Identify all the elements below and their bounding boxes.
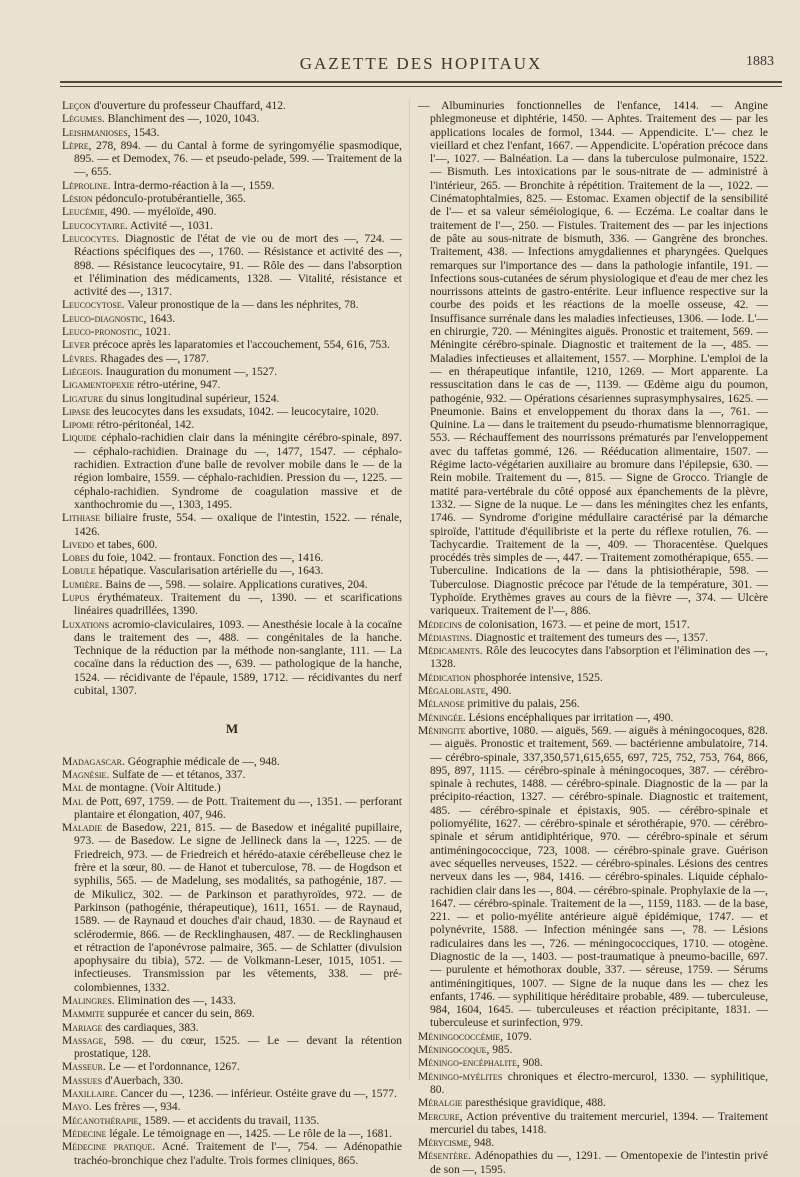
index-entry: [418, 645, 768, 672]
index-entry: [418, 672, 768, 685]
entry-headword: Lumière.: [62, 578, 103, 591]
entry-headword: Médecins: [418, 618, 463, 631]
entry-headword: Malingres.: [62, 995, 115, 1007]
index-entry: [62, 796, 402, 823]
entry-text: — Albuminuries fonctionnelles de l'enfance, 1414. — Angine phlegmoneuse et diphtérie, 1450. — Aphtes. Traitement des — par les applications locales de formol, 1344. — Appendicite. L'— chez le vieillard et chez l'enfant, 1667. — Appendicite. L'opération précoce dans l'—, 1027. — Balnéation. La — dans la tuberculose pulmonaire, 1522. — Bismuth. Les intoxications par le sous-nitrate de — administré à l'intérieur, 265. — Bronchite à répétition. Traitement de la —, 1022. — Cinématophtalmies, 825. — Estomac. Examen objectif de la sensibilité de l'— et sa valeur séméiologique, 6. — Eczéma. Le coaltar dans le traitement de l'—, 250. — Fistules. Traitement des — par les injections de pâte au sous-nitrate de bismuth, 336. — Gangrène des bronches. Traitement, 438. — Infections amygdaliennes et pharyngées. Quelques remarques sur l'importance des — dans la pathologie infantile, 191. — Infections sous-cutanées de sérum physiologique et d'eau de mer chez les nourrissons atteints de gastro-entérite. Leur influence respective sur la courbe des poids et les réactions de la moelle osseuse, 42. — Insuffisance surrénale dans les maladies infectieuses, 1306. — Iode. L'— en chirurgie, 720. — Méningites aiguës. Pronostic et traitement, 569. — Méningite cérébro-spinale. Diagnostic et traitement de la —, 485. — Maladies infectieuses et allaitement, 1557. — Morphine. L'emploi de la — en thérapeutique infantile, 1210, 1269. — Mort apparente. La ressuscitation dans le cas de —, 1139. — Œdème aigu du poumon, pathogénie, 932. — Opérations césariennes suprasymphysaires, 1625. — Pneumonie. Bains et enveloppement du thorax dans la —, 761. — Quinine. La — dans le traitement du pseudo-rhumatisme blennorragique, 553. — Réchauffement des nourrissons prématurés par l'enveloppement avec du taffetas gommé, 126. — Rééducation alimentaire, 1507. — Régime lacto-végétarien auxiliaire au bromure dans l'épilepsie, 630. — Rein mobile. Traitement du —, 815. — Signe de Grocco. Triangle de matité para-vertébrale du côté opposé aux épanchements de la plèvre, 1332. — Signe de la nuque. Le — dans les méningites chez les enfants, 1746. — Syndrome d'origine médullaire caractérisé par la démarche spiroïde, l'attitude d'équilibriste et la perte du réflexe rotulien, 76. — Tachycardie. Traitement de la —, 409. — Thoracentèse. Quelques procédés très simples de —, 447. — Traitement zomothérapique, 655. — Tuberculine. Indications de la — dans la phtisiothérapie, 598. — Tuberculose. Diagnostic précoce par l'étude de la température, 301. — Typhoïde. Erythèmes graves au cours de la fièvre —, 374. — Ulcère variqueux. Traitement de l'—, 886.: [418, 100, 768, 618]
entry-text: d'Auerbach, 330.: [102, 1074, 184, 1087]
entry-text: Valeur pronostique de la — dans les néphrites, 78.: [124, 299, 359, 312]
index-entry: [62, 565, 402, 578]
index-entry: [62, 512, 402, 539]
entry-headword: Mayo.: [62, 1101, 92, 1114]
entry-text: et tabes, 600.: [93, 538, 158, 551]
entry-headword: Liégeois.: [62, 365, 104, 378]
entry-text: Action préventive du traitement mercuriel, 1394. — Traitement mercuriel du tabes, 1418.: [430, 1110, 768, 1136]
entry-text: suppurée et cancer du sein, 869.: [104, 1008, 255, 1021]
entry-headword: Mal: [62, 782, 83, 795]
right-column: [418, 100, 768, 1177]
page-number: 1883: [746, 54, 774, 69]
entry-text: Elimination des —, 1433.: [114, 995, 237, 1007]
entry-text: de Basedow, 221, 815. — de Basedow et inégalité pupillaire, 973. — de Basedow. Le signe de Jellineck dans la —, 1225. — de Friedreich, 973. — de Friedreich et hérédo-ataxie cérébelleuse chez le frère et la sœur, 80. — de Hanot et tuberculose, 78. — de Hogdson et syphilis, 565. — de Madelung, ses modalités, sa pathogénie, 187. — de Mikulicz, 302. — de Parkinson et parathyroïdes, 972. — de Parkinson (pathogénie, thérapeutique), 1611, 1651. — de Raynaud, 1589. — de Raynaud et douches d'air chaud, 1830. — de Raynaud et sclérodermie, 866. — de Recklinghausen, 487. — de Recklinghausen et rétraction de l'aponévrose palmaire, 365. — de Schlatter (divulsion apophysaire du tibia), 572. — de Volkmann-Leser, 1015, 1051. — infectieuses. Transmission par les vêtements, 338. — pré-colombiennes, 1332.: [74, 822, 402, 994]
entry-headword: Lèvres.: [62, 352, 98, 365]
entry-text: 1643.: [146, 312, 176, 325]
index-entry: [418, 1137, 768, 1150]
header-rule-thick: [60, 81, 782, 83]
entry-headword: Maladie: [62, 822, 102, 835]
entry-text: des cardiaques, 383.: [102, 1021, 199, 1034]
entry-text: Bains de —, 598. — solaire. Applications curatives, 204.: [102, 578, 368, 591]
entry-headword: Massage,: [62, 1034, 107, 1047]
entry-headword: Livedo: [62, 538, 94, 551]
header-rule-thin: [60, 86, 782, 87]
index-entry: [62, 313, 402, 326]
index-entry: [62, 113, 402, 126]
entry-text: rétro-péritonéal, 142.: [93, 419, 195, 432]
index-entry: [62, 1035, 402, 1062]
entry-headword: Masseur.: [62, 1061, 106, 1074]
index-entry: [62, 995, 402, 1008]
entry-text: du sinus longitudinal supérieur, 1524.: [103, 392, 280, 405]
entry-headword: Lèpre,: [62, 139, 92, 152]
entry-text: Géographie médicale de —, 948.: [124, 755, 280, 768]
entry-headword: Méralgie: [418, 1097, 463, 1110]
entry-text: hépatique. Vascularisation artérielle du —, 1643.: [95, 565, 324, 578]
entry-text: Sulfate de — et tétanos, 337.: [109, 768, 246, 781]
index-entry: [62, 339, 402, 352]
entry-headword: Médecine pratique.: [62, 1141, 156, 1154]
entry-headword: Leuco-diagnostic,: [62, 312, 147, 325]
index-entry: [62, 326, 402, 339]
entry-headword: Leishmanioses,: [62, 126, 131, 139]
index-entry: [62, 822, 402, 995]
index-entry: [62, 756, 402, 769]
index-entry: [62, 379, 402, 392]
entry-headword: Leçon: [62, 100, 91, 112]
entry-headword: Lobule: [62, 565, 96, 578]
index-entry: [62, 769, 402, 782]
entry-text: Acné. Traitement de l'—, 754. — Adénopathie trachéo-bronchique chez l'adulte. Trois formes cliniques, 865.: [74, 1141, 402, 1167]
entry-headword: Leucémie,: [62, 206, 108, 219]
index-entry: [418, 685, 768, 698]
entry-headword: Méningée.: [418, 711, 466, 724]
entry-headword: Lobes: [62, 552, 90, 565]
entry-headword: Leucocytaire.: [62, 219, 128, 232]
entry-text: primitive du palais, 256.: [464, 698, 580, 711]
index-entry: [418, 1150, 768, 1177]
entry-text: céphalo-rachidien clair dans la méningite cérébro-spinale, 897. — céphalo-rachidien. Drainage du —, 1477, 1547. — céphalo-rachidien. Extraction d'une balle de revolver mobile dans le — de la région lombaire, 1559. — céphalo-rachidien. Pression du —, 1225. — céphalo-rachidien. Syndrome de coagulation massive et de xanthochromie du —, 1303, 1495.: [74, 432, 402, 511]
index-entry: [62, 406, 402, 419]
entry-headword: Luxations: [62, 618, 110, 631]
index-entry: [62, 579, 402, 592]
index-entry: [418, 1057, 768, 1070]
index-entry: [418, 1097, 768, 1110]
index-entry: [62, 100, 402, 113]
entry-headword: Légumes.: [62, 113, 105, 126]
entry-text: 985.: [489, 1044, 513, 1057]
entry-headword: Leuco-pronostic,: [62, 326, 142, 339]
index-entry: [62, 353, 402, 366]
index-entry: [418, 1044, 768, 1057]
journal-title: GAZETTE DES HOPITAUX: [299, 54, 543, 73]
entry-headword: Ligature: [62, 392, 104, 405]
index-entry: [418, 632, 768, 645]
entry-headword: Liquide: [62, 432, 97, 445]
entry-text: Inauguration du monument —, 1527.: [103, 365, 278, 378]
left-column: [62, 100, 402, 1168]
index-entry: [62, 220, 402, 233]
index-entry: [62, 299, 402, 312]
index-entry: [62, 432, 402, 512]
index-entry: [418, 725, 768, 1031]
entry-text: du foie, 1042. — frontaux. Fonction des —, 1416.: [89, 552, 324, 565]
section-heading-m: M: [225, 721, 239, 737]
entries-l: [62, 100, 402, 698]
index-entry: [62, 393, 402, 406]
entry-text: Diagnostic de l'état de vie ou de mort des —, 724. — Réactions spécifiques des —, 1760. — Résistance et activité des —, 898. — Résistance leucocytaire, 91. — Rôle des — dans l'absorption et l'élimination des médicaments, 1328. — Vitalité, résistance et activité des —, 1317.: [74, 232, 402, 299]
entry-headword: Mariage: [62, 1021, 103, 1034]
entry-text: 1021.: [141, 326, 171, 339]
index-entry: [62, 127, 402, 140]
entry-headword: Magnésie.: [62, 768, 110, 781]
index-entry: [418, 1071, 768, 1098]
index-entry: [418, 619, 768, 632]
entry-headword: Médecine: [62, 1127, 107, 1140]
entry-text: 490.: [488, 685, 512, 698]
index-entry: [62, 193, 402, 206]
entry-text: acromio-claviculaires, 1093. — Anesthésie locale à la cocaïne dans le traitement des —, 488. — congénitales de la hanche. Technique de la réduction par la méthode non-sanglante, 111. — La cocaïne dans la réduction des —, 639. — pathologique de la hanche, 1524. — récidivante de l'épaule, 1589, 1712. — récidivantes du nerf cubital, 1307.: [74, 618, 402, 698]
index-entry: [418, 1031, 768, 1044]
entry-text: 1589. — et accidents du travail, 1135.: [141, 1114, 320, 1127]
entry-headword: Léproline.: [62, 179, 111, 192]
entry-headword: Mal: [62, 795, 83, 808]
index-entry: [62, 206, 402, 219]
index-entry: [62, 1061, 402, 1074]
entries-m-left: [62, 756, 402, 1168]
entry-headword: Mélanose: [418, 698, 465, 711]
entry-text: de montagne. (Voir Altitude.): [82, 782, 221, 795]
entry-headword: Lésion: [62, 193, 93, 206]
index-entry: [62, 1088, 402, 1101]
entry-text: phosphorée intensive, 1525.: [470, 671, 603, 684]
column-divider: [409, 100, 410, 1080]
entry-text: 1543.: [130, 126, 160, 139]
entry-headword: Madagascar.: [62, 755, 125, 768]
entry-text: des leucocytes dans les exsudats, 1042. — leucocytaire, 1020.: [90, 405, 379, 418]
entry-headword: Massues: [62, 1074, 103, 1087]
entry-text: légale. Le témoignage en —, 1425. — Le rôle de la —, 1681.: [106, 1127, 392, 1140]
entry-headword: Lipome: [62, 419, 94, 432]
entry-headword: Méningo-encéphalite,: [418, 1057, 520, 1070]
entry-headword: Lupus: [62, 591, 90, 604]
entry-text: Diagnostic et traitement des tumeurs des —, 1357.: [472, 631, 709, 644]
entry-headword: Leucocytose.: [62, 299, 125, 312]
index-entry: [62, 592, 402, 619]
entry-headword: Méningite: [418, 724, 466, 737]
entry-headword: Maxillaire.: [62, 1088, 118, 1101]
entry-text: abortive, 1080. — aiguës, 569. — aiguës à méningocoques, 828. — aiguës. Pronostic et traitement, 569. — bactérienne ambulatoire, 714. — cérébro-spinale, 337,350,571,615,655, 697, 725, 752, 753, 764, 866, 895, 897, 1115. — cérébro-spinale à méningocoques, 387. — cérébro-spinale à rechutes, 1488. — cérébro-spinale. Diagnostic de la — par la précipito-réaction, 1327. — cérébro-spinale. Diagnostic et traitement, 485. — cérébro-spinale et épistaxis, 905. — cérébro-spinale et poliomyélite, 1627. — cérébro-spinale et sérothérapie, 970. — cérébro-spinale et sérum antidiphtérique, 970. — cérébro-spinale et sérum antiméningococcique, 723, 1008. — cérébro-spinale grave. Guérison avec séquelles nerveuses, 1522. — cérébro-spinales. Lésions des centres nerveux dans les —, 984, 1416. — cérébro-spinales. Liquide céphalo-rachidien clair dans les —, 804. — cérébro-spinale. Prophylaxie de la —, 1647. — cérébro-spinale. Traitement de la —, 1159, 1183. — de la base, 221. — et polio-myélite antérieure aiguë épidémique, 1747. — et polynévrite, 1588. — Infection méningée sans —, 78. — Lésions radiculaires dans les —, 726. — méningococciques, 1710. — otogène. Diagnostic de la —, 1403. — post-traumatique à pneumo-bacille, 697. — purulente et hémothorax double, 337. — séreuse, 1759. — Sérums antiméningitiques, 1007. — Signe de la nuque dans les — chez les enfants, 1746. — syphilitique héréditaire probable, 489. — tuberculeuse, 984, 1604, 1645. — tuberculeuses et réaction précipitante, 1831. — tuberculeuse et surinfection, 979.: [430, 724, 768, 1030]
entry-text: Activité —, 1031.: [127, 219, 213, 232]
entry-headword: Méningococcémie,: [418, 1030, 504, 1043]
index-entry: [418, 100, 768, 619]
entry-text: Lésions encéphaliques par irritation —, 490.: [465, 711, 674, 724]
entry-text: chroniques et électro-mercurol, 1330. — syphilitique, 80.: [430, 1070, 768, 1096]
entry-text: biliaire fruste, 554. — oxalique de l'intestin, 1522. — rénale, 1426.: [74, 512, 402, 538]
entry-text: précoce après les laparatomies et l'accouchement, 554, 616, 753.: [89, 339, 390, 352]
entry-headword: Médicaments.: [418, 645, 483, 658]
index-entry: [62, 1128, 402, 1141]
entry-text: rétro-utérine, 947.: [134, 379, 221, 392]
entry-text: 948.: [471, 1137, 495, 1150]
index-entry: [418, 698, 768, 711]
entry-headword: Lipase: [62, 405, 91, 418]
entry-headword: Mégaloblaste,: [418, 685, 489, 698]
entry-headword: Lithiase: [62, 512, 101, 525]
entry-text: de colonisation, 1673. — et peine de mort, 1517.: [462, 618, 690, 631]
entry-text: Blanchiment des —, 1020, 1043.: [104, 113, 260, 126]
index-entry: [62, 1141, 402, 1168]
index-entry: [62, 1008, 402, 1021]
entry-text: 908.: [519, 1057, 543, 1070]
entry-headword: Lever: [62, 339, 90, 352]
index-entry: [62, 619, 402, 699]
entry-headword: Méningocoque,: [418, 1044, 490, 1057]
index-entry: [418, 1111, 768, 1138]
entry-text: Rôle des leucocytes dans l'absorption et l'élimination des —, 1328.: [430, 645, 768, 671]
entry-headword: Médiastins.: [418, 631, 473, 644]
entry-text: Adénopathies du —, 1291. — Omentopexie de l'intestin privé de son —, 1595.: [430, 1150, 768, 1176]
entry-headword: Méningo-myélites: [418, 1070, 503, 1083]
entry-text: d'ouverture du professeur Chauffard, 412.: [90, 100, 286, 112]
entry-text: Les frères —, 934.: [91, 1101, 181, 1114]
index-entry: [62, 180, 402, 193]
entry-text: pédonculo-protubérantielle, 365.: [92, 193, 246, 206]
index-entry: [62, 233, 402, 299]
entry-text: Rhagades des —, 1787.: [97, 352, 210, 365]
index-entry: [62, 1101, 402, 1114]
entry-headword: Mésentère.: [418, 1150, 472, 1163]
index-entry: [62, 140, 402, 180]
entry-headword: Médication: [418, 671, 471, 684]
index-entry: [62, 366, 402, 379]
entries-m-right: [418, 100, 768, 1177]
entry-headword: Mérycisme,: [418, 1137, 472, 1150]
entry-headword: Leucocytes.: [62, 232, 120, 245]
entry-headword: Mécanothérapie,: [62, 1114, 142, 1127]
entry-text: Intra-dermo-réaction à la —, 1559.: [110, 179, 275, 192]
entry-text: 278, 894. — du Cantal à forme de syringomyélie spasmodique, 895. — et Demodex, 76. — et pseudo-pelade, 599. — Traitement de la —, 655.: [74, 139, 402, 179]
index-entry: [62, 539, 402, 552]
entry-text: érythémateux. Traitement du —, 1390. — et scarifications linéaires quadrillées, 1390.: [74, 591, 402, 618]
index-entry: [418, 712, 768, 725]
entry-text: 1079.: [503, 1030, 532, 1043]
entry-text: Le — et l'ordonnance, 1267.: [105, 1061, 240, 1074]
index-entry: [62, 1022, 402, 1035]
index-entry: [62, 782, 402, 795]
running-header: [60, 48, 782, 80]
entry-headword: Ligamentopexie: [62, 379, 135, 392]
entry-text: 598. — du cœur, 1525. — Le — devant la rétention prostatique, 128.: [74, 1034, 402, 1061]
entry-text: paresthésique gravidique, 488.: [462, 1097, 606, 1110]
index-entry: [62, 552, 402, 565]
entry-text: 490. — myéloïde, 490.: [107, 206, 217, 219]
entry-headword: Mammite: [62, 1008, 105, 1021]
index-entry: [62, 419, 402, 432]
entry-text: de Pott, 697, 1759. — de Pott. Traitement du —, 1351. — perforant plantaire et élongation, 407, 946.: [74, 795, 402, 821]
index-entry: [62, 1075, 402, 1088]
entry-text: Cancer du —, 1236. — inférieur. Ostéite grave du —, 1577.: [117, 1088, 397, 1101]
entry-headword: Mercure,: [418, 1110, 463, 1123]
